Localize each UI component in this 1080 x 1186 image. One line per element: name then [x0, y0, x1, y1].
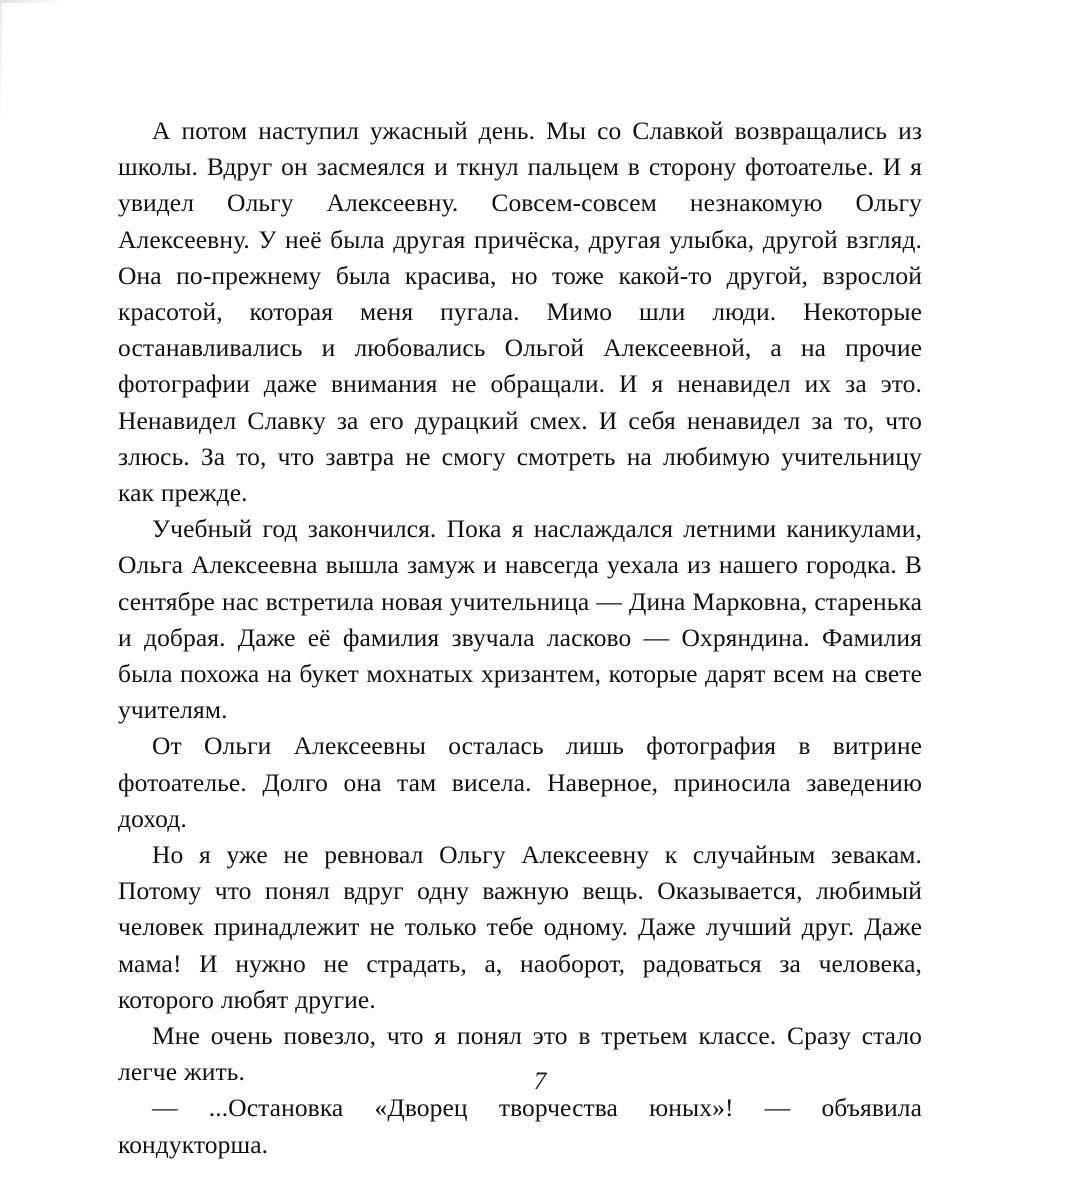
page-number: 7 — [533, 1068, 547, 1095]
paragraph: От Ольги Алексеевны осталась лишь фотография в витрине фотоателье. Долго она там висела. Наверное, приносила заведению доход. — [118, 731, 922, 833]
scan-edge-artifact-top — [0, 0, 62, 3]
paragraph: — ...Остановка «Дворец творчества юных»! — объявила кондукторша. — [118, 1093, 922, 1159]
page-text-block — [118, 113, 922, 1163]
paragraph: А потом наступил ужасный день. Мы со Славкой возвращались из школы. Вдруг он засмеялся и ткнул пальцем в сторону фотоателье. И я увидел Ольгу Алексеевну. Совсем-совсем незнакомую Ольгу Алексеевну. У неё была другая причёска, другая улыбка, другой взгляд. Она по-прежнему была красива, но тоже какой-то другой, взрослой красотой, которая меня пугала. Мимо шли люди. Некоторые останавливались и любовались Ольгой Алексеевной, а на прочие фотографии даже внимания не обращали. И я ненавидел их за это. Ненавидел Славку за его дурацкий смех. И себя ненавидел за то, что злюсь. За то, что завтра не смогу смотреть на любимую учительницу как прежде. — [118, 116, 922, 508]
scan-edge-artifact-left — [0, 0, 2, 124]
paragraph: Учебный год закончился. Пока я наслаждался летними каникулами, Ольга Алексеевна вышла замуж и навсегда уехала из нашего городка. В сентябре нас встретила новая учительница — Дина Марковна, старенька и добрая. Даже её фамилия звучала ласково — Охряндина. Фамилия была похожа на букет мохнатых хризантем, которые дарят всем на свете учителям. — [118, 514, 922, 725]
paragraph: Мне очень повезло, что я понял это в третьем классе. Сразу стало легче жить. — [118, 1021, 922, 1087]
paragraph: Но я уже не ревновал Ольгу Алексеевну к случайным зевакам. Потому что понял вдруг одну важную вещь. Оказывается, любимый человек принадлежит не только тебе одному. Даже лучший друг. Даже мама! И нужно не страдать, а, наоборот, радоваться за человека, которого любят другие. — [118, 840, 922, 1014]
